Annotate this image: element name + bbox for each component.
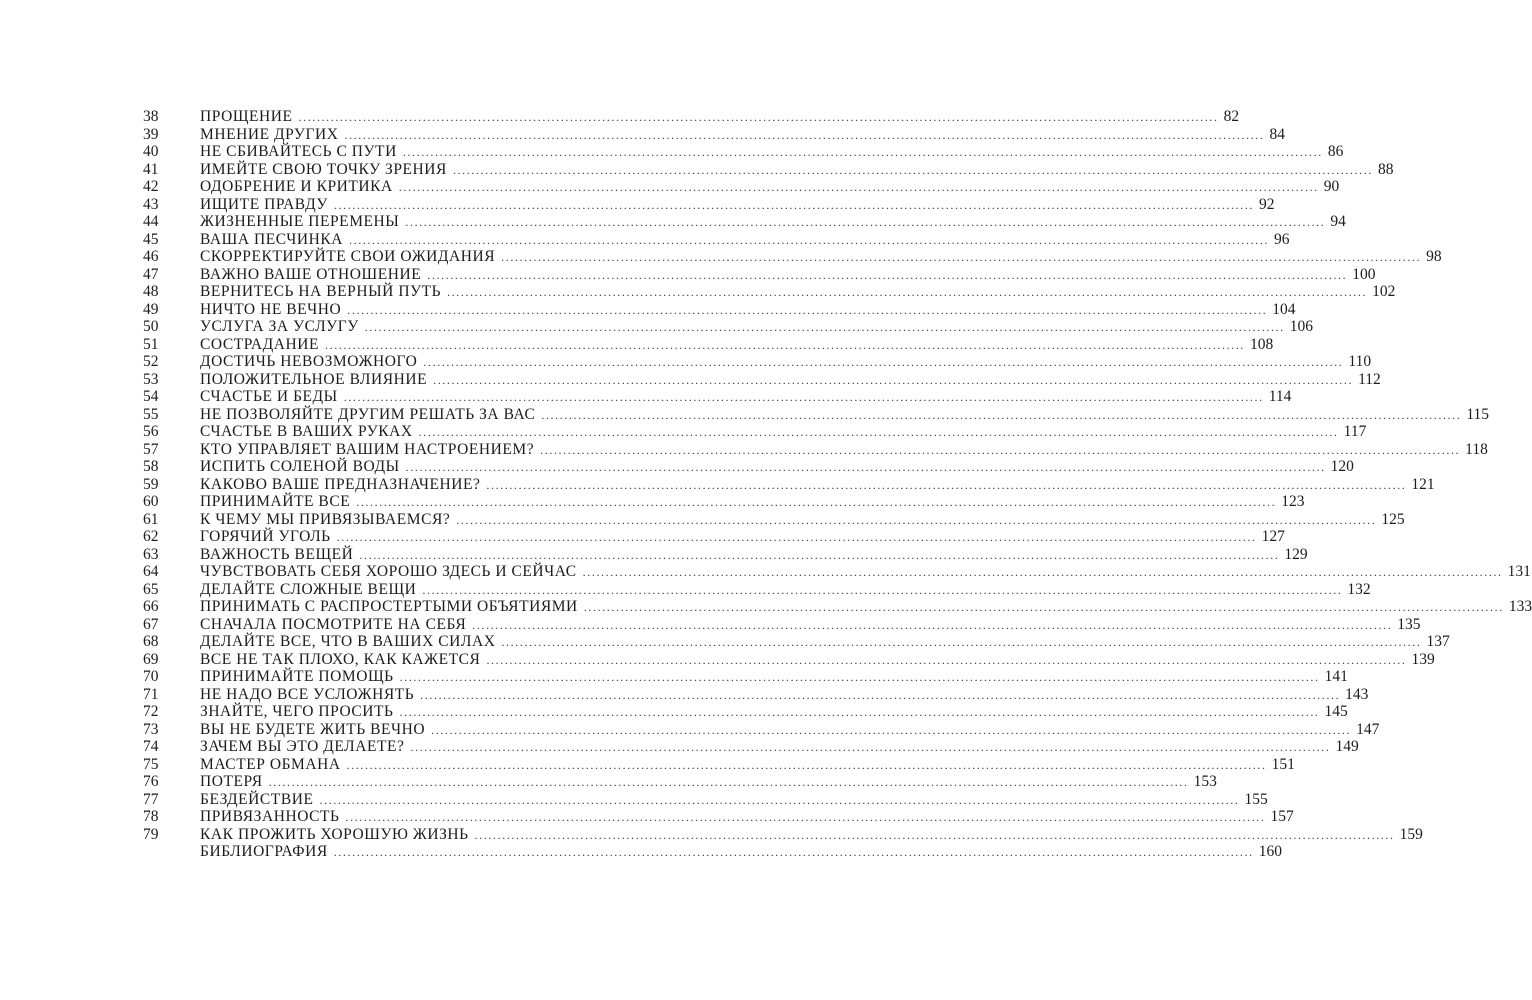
toc-row — [0, 178, 1340, 196]
toc-leader — [200, 423, 1367, 442]
toc-leader — [200, 353, 1372, 372]
toc-row — [0, 598, 1532, 616]
toc-leader — [200, 755, 1295, 775]
chapter-title: НЕ ПОЗВОЛЯЙТЕ ДРУГИМ РЕШАТЬ ЗА ВАС — [200, 405, 536, 423]
dot-leader: ........................................................................................................................................................................................................ — [427, 267, 1348, 282]
toc-row — [0, 650, 1435, 669]
toc-row — [0, 405, 1490, 424]
toc-leader — [200, 685, 1369, 705]
page-number: 147 — [1356, 720, 1380, 738]
dot-leader: ........................................................................................................................................................................................................ — [472, 617, 1393, 632]
toc-leader — [200, 650, 1435, 670]
toc-row — [0, 335, 1274, 354]
toc-row — [0, 563, 1531, 581]
toc-row — [0, 843, 1282, 861]
page-number: 137 — [1426, 633, 1450, 650]
dot-leader: ........................................................................................................................................................................................................ — [333, 845, 1254, 859]
toc-row — [0, 615, 1421, 634]
toc-row — [0, 318, 1313, 336]
dot-leader: ........................................................................................................................................................................................................ — [433, 372, 1354, 387]
chapter-title: СЧАСТЬЕ В ВАШИХ РУКАХ — [200, 423, 413, 440]
dot-leader: ........................................................................................................................................................................................................ — [298, 110, 1219, 124]
toc-row — [0, 685, 1369, 704]
toc-row — [0, 528, 1285, 546]
toc-row — [0, 125, 1285, 144]
toc-leader — [200, 195, 1275, 215]
toc-leader — [200, 668, 1348, 687]
chapter-title: КАКОВО ВАШЕ ПРЕДНАЗНАЧЕНИЕ? — [200, 475, 481, 493]
chapter-title: ВСЕ НЕ ТАК ПЛОХО, КАК КАЖЕТСЯ — [200, 650, 481, 668]
toc-row — [0, 738, 1359, 756]
page-number: 82 — [1223, 108, 1240, 125]
toc-leader — [200, 528, 1285, 547]
dot-leader: ........................................................................................................................................................................................................ — [456, 512, 1377, 527]
dot-leader: ........................................................................................................................................................................................................ — [540, 442, 1461, 457]
toc-row — [0, 493, 1305, 511]
toc-row — [0, 160, 1394, 179]
chapter-number: 58 — [143, 458, 159, 475]
dot-leader: ........................................................................................................................................................................................................ — [405, 460, 1326, 474]
chapter-number: 45 — [143, 230, 159, 248]
chapter-number: 60 — [143, 493, 159, 510]
page-number: 133 — [1508, 598, 1532, 615]
page-number: 102 — [1372, 283, 1396, 300]
chapter-number: 41 — [143, 160, 159, 178]
page-number: 129 — [1284, 545, 1308, 563]
dot-leader: ........................................................................................................................................................................................................ — [268, 775, 1189, 789]
page-number: 88 — [1377, 160, 1394, 178]
chapter-number: 61 — [143, 510, 159, 528]
page-number: 141 — [1324, 668, 1348, 685]
toc-leader — [200, 598, 1532, 617]
toc-leader — [200, 738, 1359, 757]
chapter-title: ИСПИТЬ СОЛЕНОЙ ВОДЫ — [200, 458, 400, 475]
toc-row — [0, 388, 1292, 406]
toc-leader — [200, 790, 1268, 810]
chapter-title: НИЧТО НЕ ВЕЧНО — [200, 300, 342, 318]
chapter-title: ДЕЛАЙТЕ СЛОЖНЫЕ ВЕЩИ — [200, 580, 417, 598]
page-number: 92 — [1258, 195, 1275, 213]
dot-leader: ........................................................................................................................................................................................................ — [501, 635, 1422, 649]
toc-row — [0, 720, 1380, 739]
dot-leader: ........................................................................................................................................................................................................ — [359, 547, 1280, 562]
dot-leader: ........................................................................................................................................................................................................ — [405, 215, 1326, 229]
page-number: 108 — [1250, 335, 1274, 353]
toc-row — [0, 668, 1348, 686]
chapter-title: ЖИЗНЕННЫЕ ПЕРЕМЕНЫ — [200, 213, 400, 230]
chapter-number: 47 — [143, 265, 159, 283]
toc-leader — [200, 633, 1450, 652]
toc-leader — [200, 108, 1240, 127]
chapter-title: ПРИВЯЗАННОСТЬ — [200, 808, 340, 825]
toc-row — [0, 458, 1354, 476]
page-number: 94 — [1330, 213, 1346, 230]
chapter-title: ПОЛОЖИТЕЛЬНОЕ ВЛИЯНИЕ — [200, 370, 428, 388]
toc-row — [0, 440, 1488, 459]
toc-leader — [200, 720, 1380, 740]
page-number: 110 — [1348, 353, 1372, 370]
dot-leader: ........................................................................................................................................................................................................ — [486, 477, 1407, 492]
dot-leader: ........................................................................................................................................................................................................ — [399, 705, 1320, 719]
dot-leader: ........................................................................................................................................................................................................ — [319, 792, 1240, 807]
toc-leader — [200, 808, 1294, 827]
chapter-title: БИБЛИОГРАФИЯ — [200, 843, 328, 860]
chapter-title: СОСТРАДАНИЕ — [200, 335, 320, 353]
page-number: 153 — [1193, 773, 1217, 790]
page-number: 98 — [1426, 248, 1442, 265]
toc-leader — [200, 370, 1381, 390]
page-number: 123 — [1281, 493, 1305, 510]
chapter-number: 71 — [143, 685, 159, 703]
toc-row — [0, 703, 1348, 721]
chapter-title: ВАЖНО ВАШЕ ОТНОШЕНИЕ — [200, 265, 422, 283]
dot-leader: ........................................................................................................................................................................................................ — [343, 390, 1264, 404]
toc-leader — [200, 318, 1313, 337]
dot-leader: ........................................................................................................................................................................................................ — [452, 162, 1373, 177]
dot-leader: ........................................................................................................................................................................................................ — [431, 722, 1352, 737]
chapter-title: ДОСТИЧЬ НЕВОЗМОЖНОГО — [200, 353, 418, 370]
toc-leader — [200, 300, 1296, 320]
chapter-title: ПРИНИМАЙТЕ ПОМОЩЬ — [200, 668, 394, 685]
toc-leader — [200, 230, 1290, 250]
toc-row — [0, 283, 1396, 301]
page-number: 121 — [1411, 475, 1435, 493]
chapter-title: ИМЕЙТЕ СВОЮ ТОЧКУ ЗРЕНИЯ — [200, 160, 447, 178]
page-number: 117 — [1343, 423, 1367, 440]
chapter-title: ГОРЯЧИЙ УГОЛЬ — [200, 528, 331, 545]
chapter-number: 70 — [143, 668, 159, 685]
chapter-title: ИЩИТЕ ПРАВДУ — [200, 195, 328, 213]
chapter-title: ВАША ПЕСЧИНКА — [200, 230, 344, 248]
toc-leader — [200, 248, 1442, 267]
chapter-title: КТО УПРАВЛЯЕТ ВАШИМ НАСТРОЕНИЕМ? — [200, 440, 535, 458]
chapter-number: 73 — [143, 720, 159, 738]
toc-leader — [200, 563, 1531, 582]
toc-leader — [200, 843, 1282, 862]
toc-leader — [200, 510, 1405, 530]
toc-row — [0, 790, 1268, 809]
chapter-title: КАК ПРОЖИТЬ ХОРОШУЮ ЖИЗНЬ — [200, 825, 469, 843]
dot-leader: ........................................................................................................................................................................................................ — [333, 197, 1254, 212]
dot-leader: ........................................................................................................................................................................................................ — [501, 250, 1422, 264]
page-number: 143 — [1345, 685, 1369, 703]
dot-leader: ........................................................................................................................................................................................................ — [356, 495, 1277, 509]
chapter-number: 77 — [143, 790, 159, 808]
chapter-number: 68 — [143, 633, 159, 650]
toc-leader — [200, 493, 1305, 512]
dot-leader: ........................................................................................................................................................................................................ — [347, 302, 1268, 317]
toc-leader — [200, 773, 1217, 792]
dot-leader: ........................................................................................................................................................................................................ — [423, 355, 1344, 369]
dot-leader: ........................................................................................................................................................................................................ — [402, 145, 1323, 159]
page-number: 131 — [1507, 563, 1531, 580]
toc-leader — [200, 458, 1354, 477]
page-number: 104 — [1272, 300, 1296, 318]
chapter-title: ВЫ НЕ БУДЕТЕ ЖИТЬ ВЕЧНО — [200, 720, 426, 738]
toc-row — [0, 545, 1308, 564]
page-number: 96 — [1274, 230, 1290, 248]
toc-row — [0, 808, 1294, 826]
dot-leader: ........................................................................................................................................................................................................ — [583, 600, 1504, 614]
chapter-number: 44 — [143, 213, 159, 230]
chapter-number: 46 — [143, 248, 159, 265]
dot-leader: ........................................................................................................................................................................................................ — [422, 582, 1343, 597]
page-number: 84 — [1269, 125, 1285, 143]
chapter-number: 78 — [143, 808, 159, 825]
chapter-number: 69 — [143, 650, 159, 668]
toc-leader — [200, 178, 1340, 197]
toc-row — [0, 248, 1442, 266]
chapter-number: 79 — [143, 825, 159, 843]
toc-row — [0, 755, 1295, 774]
dot-leader: ........................................................................................................................................................................................................ — [325, 337, 1246, 352]
page-number: 114 — [1268, 388, 1292, 405]
toc-leader — [200, 335, 1274, 355]
dot-leader: ........................................................................................................................................................................................................ — [346, 757, 1267, 772]
chapter-number: 43 — [143, 195, 159, 213]
chapter-title: ДЕЛАЙТЕ ВСЕ, ЧТО В ВАШИХ СИЛАХ — [200, 633, 496, 650]
chapter-number: 72 — [143, 703, 159, 720]
dot-leader: ........................................................................................................................................................................................................ — [344, 127, 1265, 142]
toc-row — [0, 265, 1376, 284]
chapter-number: 52 — [143, 353, 159, 370]
page-number: 127 — [1261, 528, 1285, 545]
chapter-title: ЗНАЙТЕ, ЧЕГО ПРОСИТЬ — [200, 703, 394, 720]
chapter-title: ВАЖНОСТЬ ВЕЩЕЙ — [200, 545, 354, 563]
toc-row — [0, 353, 1372, 371]
chapter-number: 62 — [143, 528, 159, 545]
toc-leader — [200, 265, 1376, 285]
toc-leader — [200, 475, 1435, 495]
chapter-number: 42 — [143, 178, 159, 195]
page-number: 149 — [1335, 738, 1359, 755]
page-number: 86 — [1327, 143, 1344, 160]
chapter-title: ПРИНИМАТЬ С РАСПРОСТЕРТЫМИ ОБЪЯТИЯМИ — [200, 598, 578, 615]
chapter-title: МАСТЕР ОБМАНА — [200, 755, 341, 773]
chapter-number: 53 — [143, 370, 159, 388]
chapter-number: 76 — [143, 773, 159, 790]
page-number: 139 — [1411, 650, 1435, 668]
chapter-number: 56 — [143, 423, 159, 440]
chapter-number: 75 — [143, 755, 159, 773]
page-number: 145 — [1324, 703, 1348, 720]
chapter-number: 64 — [143, 563, 159, 580]
toc-row — [0, 143, 1344, 161]
chapter-number: 50 — [143, 318, 159, 335]
chapter-title: СНАЧАЛА ПОСМОТРИТЕ НА СЕБЯ — [200, 615, 467, 633]
page-number: 90 — [1323, 178, 1340, 195]
chapter-title: ЧУВСТВОВАТЬ СЕБЯ ХОРОШО ЗДЕСЬ И СЕЙЧАС — [200, 563, 577, 580]
chapter-number: 74 — [143, 738, 159, 755]
page-number: 132 — [1347, 580, 1371, 598]
chapter-title: ОДОБРЕНИЕ И КРИТИКА — [200, 178, 393, 195]
toc-leader — [200, 213, 1346, 232]
chapter-title: К ЧЕМУ МЫ ПРИВЯЗЫВАЕМСЯ? — [200, 510, 451, 528]
toc-leader — [200, 580, 1371, 600]
toc-leader — [200, 283, 1396, 302]
chapter-title: НЕ НАДО ВСЕ УСЛОЖНЯТЬ — [200, 685, 415, 703]
chapter-number: 49 — [143, 300, 159, 318]
dot-leader: ........................................................................................................................................................................................................ — [447, 285, 1368, 299]
chapter-number: 38 — [143, 108, 159, 125]
toc-leader — [200, 440, 1488, 460]
dot-leader: ........................................................................................................................................................................................................ — [364, 320, 1285, 334]
chapter-number: 57 — [143, 440, 159, 458]
chapter-title: СКОРРЕКТИРУЙТЕ СВОИ ОЖИДАНИЯ — [200, 248, 496, 265]
page-number: 106 — [1289, 318, 1313, 335]
toc-row — [0, 510, 1405, 529]
toc-row — [0, 423, 1367, 441]
table-of-contents — [0, 108, 1532, 861]
toc-leader — [200, 615, 1421, 635]
toc-leader — [200, 388, 1292, 407]
dot-leader: ........................................................................................................................................................................................................ — [486, 652, 1407, 667]
dot-leader: ........................................................................................................................................................................................................ — [410, 740, 1331, 754]
page-number: 151 — [1271, 755, 1295, 773]
toc-leader — [200, 703, 1348, 722]
toc-row — [0, 633, 1450, 651]
page-number: 100 — [1352, 265, 1376, 283]
chapter-title: ПРИНИМАЙТЕ ВСЕ — [200, 493, 351, 510]
page-number: 112 — [1358, 370, 1381, 388]
chapter-number: 39 — [143, 125, 159, 143]
toc-leader — [200, 160, 1394, 180]
dot-leader: ........................................................................................................................................................................................................ — [398, 180, 1319, 194]
dot-leader: ........................................................................................................................................................................................................ — [582, 565, 1503, 579]
dot-leader: ........................................................................................................................................................................................................ — [541, 407, 1462, 422]
toc-row — [0, 230, 1290, 249]
chapter-title: ПОТЕРЯ — [200, 773, 263, 790]
dot-leader: ........................................................................................................................................................................................................ — [399, 670, 1320, 684]
chapter-number: 65 — [143, 580, 159, 598]
chapter-title: БЕЗДЕЙСТВИЕ — [200, 790, 314, 808]
dot-leader: ........................................................................................................................................................................................................ — [420, 687, 1341, 702]
page-number: 135 — [1397, 615, 1421, 633]
chapter-number: 67 — [143, 615, 159, 633]
chapter-title: МНЕНИЕ ДРУГИХ — [200, 125, 339, 143]
toc-row — [0, 300, 1296, 319]
chapter-title: ВЕРНИТЕСЬ НА ВЕРНЫЙ ПУТЬ — [200, 283, 442, 300]
page-number: 160 — [1258, 843, 1282, 860]
dot-leader: ........................................................................................................................................................................................................ — [345, 810, 1266, 824]
chapter-title: СЧАСТЬЕ И БЕДЫ — [200, 388, 338, 405]
chapter-title: ЗАЧЕМ ВЫ ЭТО ДЕЛАЕТЕ? — [200, 738, 405, 755]
chapter-number: 40 — [143, 143, 159, 160]
chapter-title: УСЛУГА ЗА УСЛУГУ — [200, 318, 359, 335]
dot-leader: ........................................................................................................................................................................................................ — [336, 530, 1257, 544]
page-number: 118 — [1465, 440, 1488, 458]
page-number: 155 — [1244, 790, 1268, 808]
chapter-number: 66 — [143, 598, 159, 615]
dot-leader: ........................................................................................................................................................................................................ — [474, 827, 1395, 842]
chapter-number: 48 — [143, 283, 159, 300]
toc-row — [0, 825, 1423, 844]
toc-leader — [200, 125, 1285, 145]
toc-leader — [200, 143, 1344, 162]
toc-leader — [200, 825, 1423, 845]
dot-leader: ........................................................................................................................................................................................................ — [418, 425, 1339, 439]
chapter-number: 59 — [143, 475, 159, 493]
page-number: 120 — [1330, 458, 1354, 475]
toc-row — [0, 773, 1217, 791]
chapter-number: 63 — [143, 545, 159, 563]
toc-leader — [200, 405, 1490, 425]
toc-row — [0, 580, 1371, 599]
chapter-title: НЕ СБИВАЙТЕСЬ С ПУТИ — [200, 143, 397, 160]
toc-row — [0, 195, 1275, 214]
toc-leader — [200, 545, 1308, 565]
toc-row — [0, 475, 1435, 494]
page-number: 157 — [1270, 808, 1294, 825]
page-number: 125 — [1381, 510, 1405, 528]
toc-row — [0, 108, 1240, 126]
chapter-title: ПРОЩЕНИЕ — [200, 108, 293, 125]
toc-row — [0, 370, 1381, 389]
chapter-number: 54 — [143, 388, 159, 405]
page-number: 115 — [1466, 405, 1490, 423]
chapter-number: 55 — [143, 405, 159, 423]
dot-leader: ........................................................................................................................................................................................................ — [349, 232, 1270, 247]
chapter-number: 51 — [143, 335, 159, 353]
page-number: 159 — [1399, 825, 1423, 843]
toc-row — [0, 213, 1346, 231]
